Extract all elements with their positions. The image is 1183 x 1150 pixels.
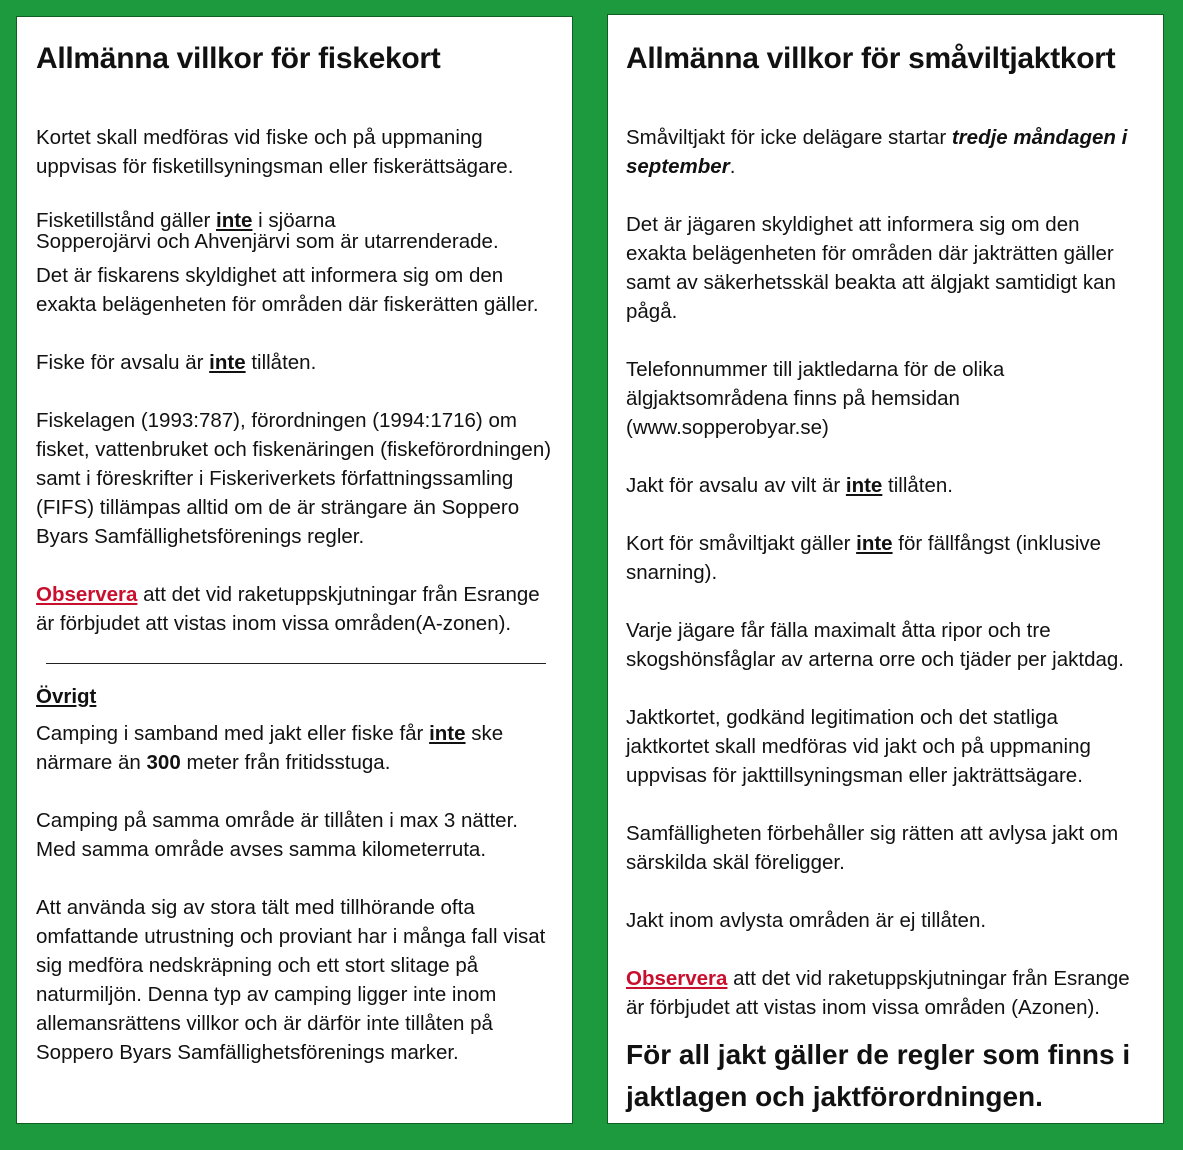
esrange-notice-paragraph-right: Observera att det vid raketuppskjutningar från Esrange är förbjudet att vistas inom vissa områden (Azonen). — [626, 967, 1130, 1019]
hunting-card-carry-paragraph: Jaktkortet, godkänd legitimation och det statliga jaktkortet skall medföras vid jakt och på uppmaning uppvisas för jakttillsyningsman eller jakträttsägare. — [626, 706, 1091, 787]
cancel-hunt-paragraph: Samfälligheten förbehåller sig rätten att avlysa jakt om särskilda skäl föreligger. — [626, 822, 1119, 874]
fishing-card-carry-paragraph: Kortet skall medföras vid fiske och på uppmaning uppvisas för fisketillsyningsman eller fiskerättsägare. — [36, 126, 514, 178]
cancelled-areas-paragraph: Jakt inom avlysta områden är ej tillåten. — [626, 909, 987, 932]
fishing-terms-title: Allmänna villkor för fiskekort — [36, 42, 441, 75]
fishing-terms-panel — [16, 16, 573, 1124]
bag-limit-paragraph: Varje jägare får fälla maximalt åtta ripor och tre skogshönsfåglar av arterna orre och tjäder per jaktdag. — [626, 619, 1124, 671]
small-game-terms-panel — [607, 14, 1164, 1124]
trapping-paragraph: Kort för småviltjakt gäller inte för fällfångst (inklusive snarning). — [626, 532, 1102, 584]
large-tent-paragraph: Att använda sig av stora tält med tillhörande ofta omfattande utrustning och proviant har i många fall visat sig medföra nedskräpning och ett stort slitage på naturmiljön. Denna typ av camping ligger inte inom allemansrättens villkor och är därför inte tillåten på Soppero Byars Samfällighetsförenings marker. — [36, 896, 546, 1064]
other-heading: Övrigt — [36, 685, 97, 708]
small-game-terms-title: Allmänna villkor för småviltjaktkort — [626, 42, 1116, 75]
fisher-responsibility-paragraph: Det är fiskarens skyldighet att informera sig om den exakta belägenheten för områden där fiskerätten gäller. — [36, 264, 539, 316]
fishing-law-paragraph: Fiskelagen (1993:787), förordningen (1994:1716) om fisket, vattenbruket och fiskenäringen (fiskeförordningen) samt i föreskrifter i Fiskeriverkets författningssamling (FIFS) tillämpas alltid om de är strängare än Soppero Byars Samfällighetsförenings regler. — [36, 409, 552, 548]
hunter-responsibility-paragraph: Det är jägaren skyldighet att informera sig om den exakta belägenheten för områden där jakträtten gäller samt av säkerhetsskäl beakta att älgjakt samtidigt kan pågå. — [626, 213, 1116, 323]
camping-nights-paragraph: Camping på samma område är tillåten i max 3 nätter. Med samma område avses samma kilometerruta. — [36, 809, 518, 861]
lake-exclusion-paragraph: Fisketillstånd gäller inte i sjöarna Sopperojärvi och Ahvenjärvi som är utarrenderade. — [36, 209, 499, 253]
fishing-sale-paragraph: Fiske för avsalu är inte tillåten. — [36, 351, 317, 374]
hunting-sale-paragraph: Jakt för avsalu av vilt är inte tillåten. — [626, 474, 953, 497]
hunting-law-statement: För all jakt gäller de regler som finns i jaktlagen och jaktförordningen. — [626, 1039, 1131, 1112]
esrange-notice-paragraph: Observera att det vid raketuppskjutningar från Esrange är förbjudet att vistas inom vissa områden(A-zonen). — [36, 583, 540, 635]
section-divider — [46, 663, 546, 664]
phone-numbers-paragraph: Telefonnummer till jaktledarna för de olika älgjaktsområdena finns på hemsidan (www.sopperobyar.se) — [626, 358, 1005, 439]
season-start-paragraph: Småviltjakt för icke delägare startar tredje måndagen i september. — [626, 126, 1128, 178]
camping-distance-paragraph: Camping i samband med jakt eller fiske får inte ske närmare än 300 meter från fritidsstuga. — [36, 722, 504, 774]
